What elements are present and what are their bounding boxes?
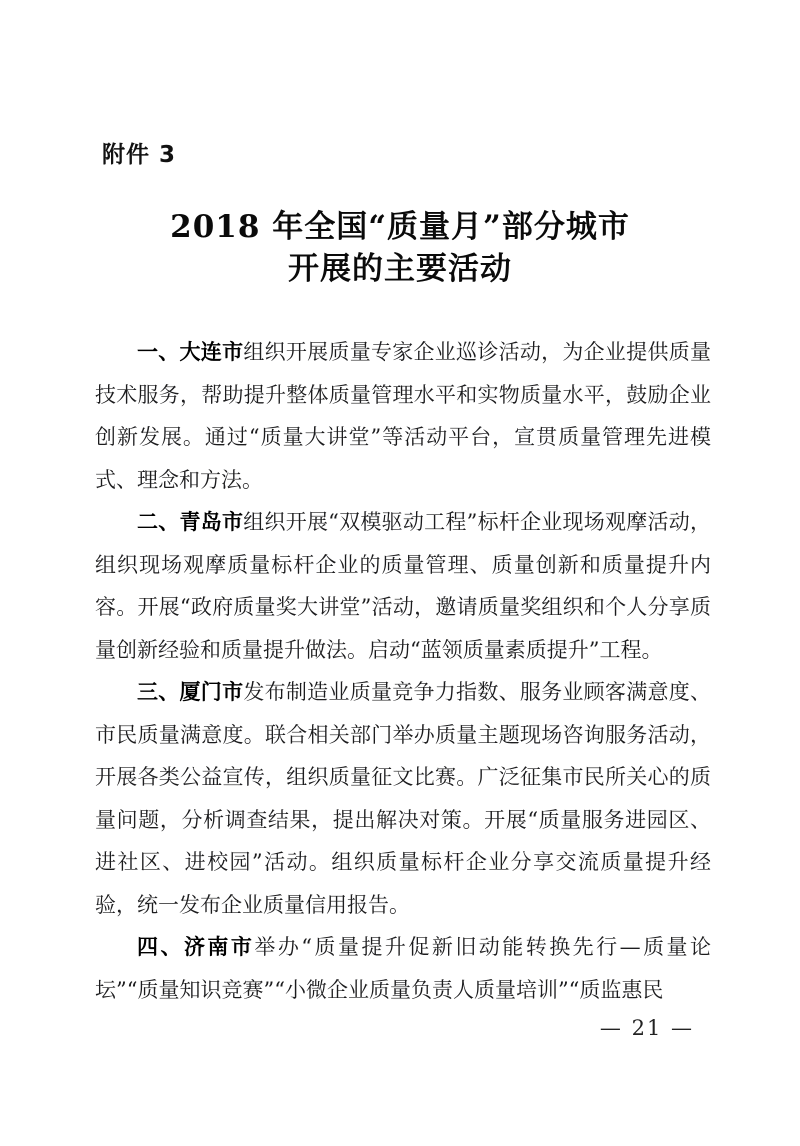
paragraph-qingdao-text: 组织开展“双模驱动工程”标杆企业现场观摩活动，组织现场观摩质量标杆企业的质量管理、质量创新和质量提升内容。开展“政府质量奖大讲堂”活动，邀请质量奖组织和个人分享质量创新经验和质量提升做法。启动“蓝领质量素质提升”工程。: [95, 510, 711, 662]
title-line-2: 开展的主要活动: [288, 251, 512, 287]
paragraph-jinan: [95, 926, 711, 1011]
paragraph-xiamen-lead: 三、厦门市: [137, 680, 244, 704]
title-line-1: 2018 年全国“质量月”部分城市: [170, 209, 630, 245]
attachment-label: 附件 3: [102, 142, 177, 168]
document-title: [0, 206, 800, 290]
paragraph-xiamen: [95, 671, 711, 926]
paragraph-qingdao-lead: 二、青岛市: [137, 510, 244, 534]
paragraph-dalian: [95, 331, 711, 501]
paragraph-dalian-text: 组织开展质量专家企业巡诊活动，为企业提供质量技术服务，帮助提升整体质量管理水平和实物质量水平，鼓励企业创新发展。通过“质量大讲堂”等活动平台，宣贯质量管理先进模式、理念和方法。: [95, 340, 712, 492]
paragraph-jinan-text: 举办“质量提升促新旧动能转换先行—质量论坛”“质量知识竞赛”“小微企业质量负责人质量培训”“质监惠民: [95, 935, 712, 1002]
page-number: — 21 —: [599, 1016, 694, 1040]
paragraph-jinan-lead: 四、济南市: [137, 935, 255, 959]
paragraph-qingdao: [95, 501, 711, 671]
paragraph-xiamen-text: 发布制造业质量竞争力指数、服务业顾客满意度、市民质量满意度。联合相关部门举办质量主题现场咨询服务活动，开展各类公益宣传，组织质量征文比赛。广泛征集市民所关心的质量问题，分析调查结果，提出解决对策。开展“质量服务进园区、进社区、进校园”活动。组织质量标杆企业分享交流质量提升经验，统一发布企业质量信用报告。: [95, 680, 712, 917]
paragraph-dalian-lead: 一、大连市: [137, 340, 244, 364]
document-body: [95, 331, 711, 1011]
